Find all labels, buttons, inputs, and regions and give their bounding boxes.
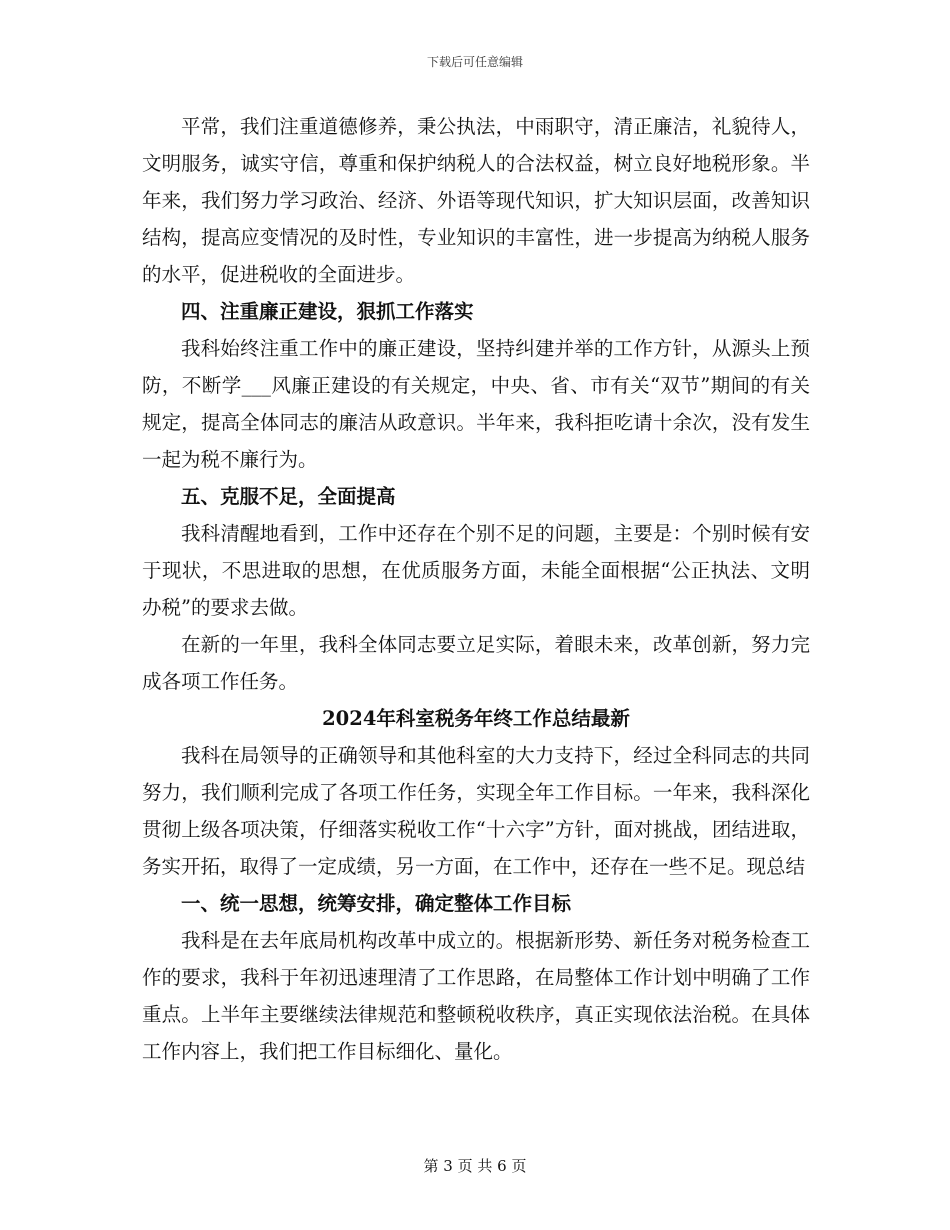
body-paragraph: 我科在局领导的正确领导和其他科室的大力支持下，经过全科同志的共同努力，我们顺利完成了各项工作任务，实现全年工作目标。一年来，我科深化贯彻上级各项决策，仔细落实税收工作“十六字”方针，面对挑战，团结进取，务实开拓，取得了一定成绩，另一方面，在工作中，还存在一些不足。现总结 — [142, 744, 810, 878]
page-header: 下载后可任意编辑 — [426, 55, 523, 69]
section-heading: 一、统一思想，统筹安排，确定整体工作目标 — [181, 892, 572, 915]
body-paragraph: 平常，我们注重道德修养，秉公执法，中雨职守，清正廉洁，礼貌待人，文明服务，诚实守信，尊重和保护纳税人的合法权益，树立良好地税形象。半年来，我们努力学习政治、经济、外语等现代知识，扩大知识层面，改善知识结构，提高应变情况的及时性，专业知识的丰富性，进一步提高为纳税人服务的水平，促进税收的全面进步。 — [142, 115, 810, 286]
body-paragraph: 我科始终注重工作中的廉正建设，坚持纠建并举的工作方针，从源头上预防，不断学___风廉正建设的有关规定，中央、省、市有关“双节”期间的有关规定，提高全体同志的廉洁从政意识。半年来，我科拒吃请十余次，没有发生一起为税不廉行为。 — [142, 337, 810, 471]
body-paragraph: 在新的一年里，我科全体同志要立足实际，着眼未来，改革创新，努力完成各项工作任务。 — [142, 633, 810, 693]
page-footer: 第 3 页 共 6 页 — [423, 1157, 527, 1175]
section-heading: 四、注重廉正建设，狠抓工作落实 — [181, 300, 474, 323]
body-paragraph: 我科是在去年底局机构改革中成立的。根据新形势、新任务对税务检查工作的要求，我科于年初迅速理清了工作思路，在局整体工作计划中明确了工作重点。上半年主要继续法律规范和整顿税收秩序，真正实现依法治税。在具体工作内容上，我们把工作目标细化、量化。 — [142, 929, 810, 1063]
document-body — [142, 108, 810, 1070]
body-paragraph: 我科清醒地看到，工作中还存在个别不足的问题，主要是：个别时候有安于现状，不思进取的思想，在优质服务方面，未能全面根据“公正执法、文明办税”的要求去做。 — [142, 522, 810, 619]
document-title: 2024年科室税务年终工作总结最新 — [322, 707, 630, 730]
section-heading: 五、克服不足，全面提高 — [181, 485, 396, 508]
